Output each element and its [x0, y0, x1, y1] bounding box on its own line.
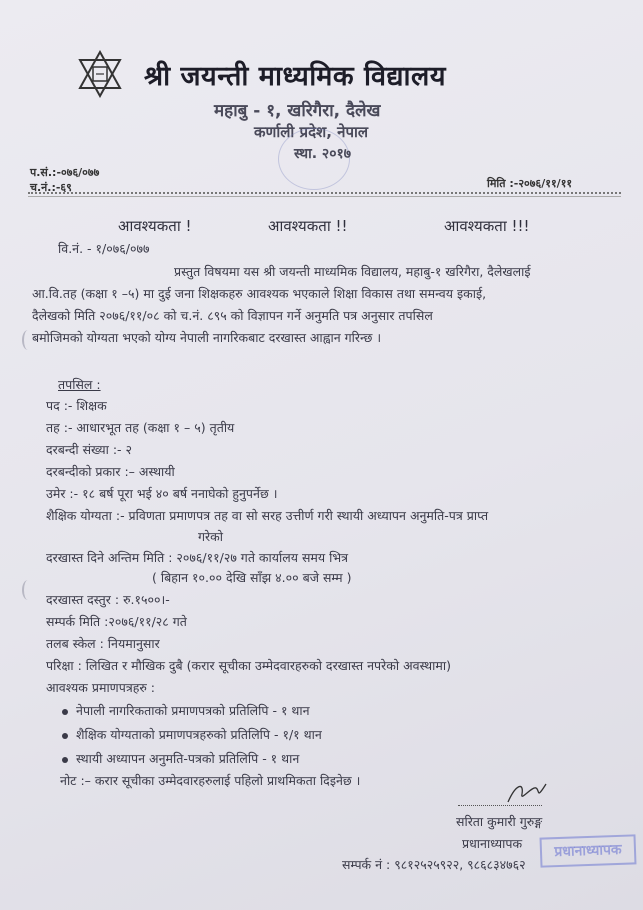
contact-date: सम्पर्क मिति :२०७६/११/२८ गते — [46, 614, 187, 629]
school-logo-icon — [76, 50, 124, 98]
paragraph-line: बमोजिमको योग्यता भएको योग्य नेपाली नागरिकबाट दरखास्त आह्वान गरिन्छ । — [32, 330, 382, 345]
qualification-continued: गरेको — [198, 529, 223, 544]
post: पद :- शिक्षक — [46, 398, 107, 413]
deadline-time: ( बिहान १०.०० देखि साँझ ४.०० बजे सम्म ) — [152, 570, 352, 585]
post-type: दरबन्दीको प्रकार :– अस्थायी — [46, 464, 175, 479]
dispatch-number: च.नं.:-६९ — [30, 181, 72, 194]
header-divider — [28, 192, 621, 194]
established-year: स्था. २०१७ — [294, 146, 352, 162]
blue-stamp: प्रधानाध्यापक — [540, 834, 637, 867]
bullet-icon — [62, 733, 68, 739]
examination: परिक्षा : लिखित र मौखिक दुबै (करार सूचीका उम्मेदवारहरुको दरखास्त नपरेको अवस्थामा) — [46, 658, 451, 673]
banner-left: आवश्यकता ! — [118, 217, 192, 235]
bullet-icon — [62, 709, 68, 715]
punch-mark — [22, 330, 34, 350]
letter-date: मिति :-२०७६/११/११ — [487, 177, 573, 190]
paragraph-line: आ.वि.तह (कक्षा १ –५) मा दुई जना शिक्षकहरु आवश्यक भएकाले शिक्षा विकास तथा समन्वय इकाई, — [32, 286, 487, 301]
punch-mark — [22, 580, 34, 600]
signatory-name: सरिता कुमारी गुरुङ्ग — [456, 814, 543, 829]
application-fee: दरखास्त दस्तुर : रु.१५००।- — [46, 592, 170, 607]
qualification: शैक्षिक योग्यता :- प्रविणता प्रमाणपत्र तह वा सो सरह उत्तीर्ण गरी स्थायी अध्यापन अनुमति-पत्र प्राप्त — [46, 508, 489, 523]
paragraph-line: प्रस्तुत विषयमा यस श्री जयन्ती माध्यमिक विद्यालय, महाबु-१ खरिगैरा, दैलेखलाई — [174, 264, 531, 279]
details-heading: तपसिल : — [58, 377, 101, 392]
school-name: श्री जयन्ती माध्यमिक विद्यालय — [144, 61, 447, 92]
banner-middle: आवश्यकता !! — [268, 217, 348, 235]
banner-right: आवश्यकता !!! — [444, 217, 530, 235]
notice-paragraph — [32, 261, 615, 349]
age-requirement: उमेर :- १८ बर्ष पूरा भई ४० बर्ष ननाघेको हुनुपर्नेछ । — [46, 486, 278, 501]
reference-number: प.सं.:-०७६/०७७ — [30, 166, 100, 179]
bullet-icon — [62, 757, 68, 763]
contact-number: सम्पर्क नं : ९८१२५२५९२२, ९८६८३४७६२ — [342, 857, 526, 872]
document-item: नेपाली नागरिकताको प्रमाणपत्रको प्रतिलिपि - १ थान — [76, 703, 310, 718]
paragraph-line: दैलेखको मिति २०७६/११/०८ को च.नं. ८९५ को विज्ञापन गर्ने अनुमति पत्र अनुसार तपसिल — [32, 308, 433, 323]
document-item: स्थायी अध्यापन अनुमति-पत्रको प्रतिलिपि - १ थान — [76, 751, 300, 766]
signature-line — [458, 805, 542, 806]
documents-heading: आवश्यक प्रमाणपत्रहरु : — [46, 680, 156, 695]
address-line-2: कर्णाली प्रदेश, नेपाल — [254, 123, 369, 141]
document-item: शैक्षिक योग्यताको प्रमाणपत्रहरुको प्रतिलिपि - १/१ थान — [76, 727, 322, 742]
level: तह :- आधारभूत तह (कक्षा १ – ५) तृतीय — [46, 420, 235, 435]
note: नोट :– करार सूचीका उम्मेदवारहरुलाई पहिलो प्राथमिकता दिइनेछ । — [60, 773, 361, 788]
notice-number: वि.नं. - १/०७६/०७७ — [58, 241, 150, 256]
signature-icon — [506, 780, 550, 806]
address-line-1: महाबु - १, खरिगैरा, दैलेख — [214, 101, 381, 121]
post-count: दरबन्दी संख्या :- २ — [46, 442, 133, 457]
signatory-title: प्रधानाध्यापक — [462, 836, 523, 851]
salary-scale: तलब स्केल : नियमानुसार — [46, 636, 160, 651]
header-divider-solid — [28, 196, 621, 197]
deadline: दरखास्त दिने अन्तिम मिति : २०७६/११/२७ गते कार्यालय समय भित्र — [46, 550, 349, 565]
